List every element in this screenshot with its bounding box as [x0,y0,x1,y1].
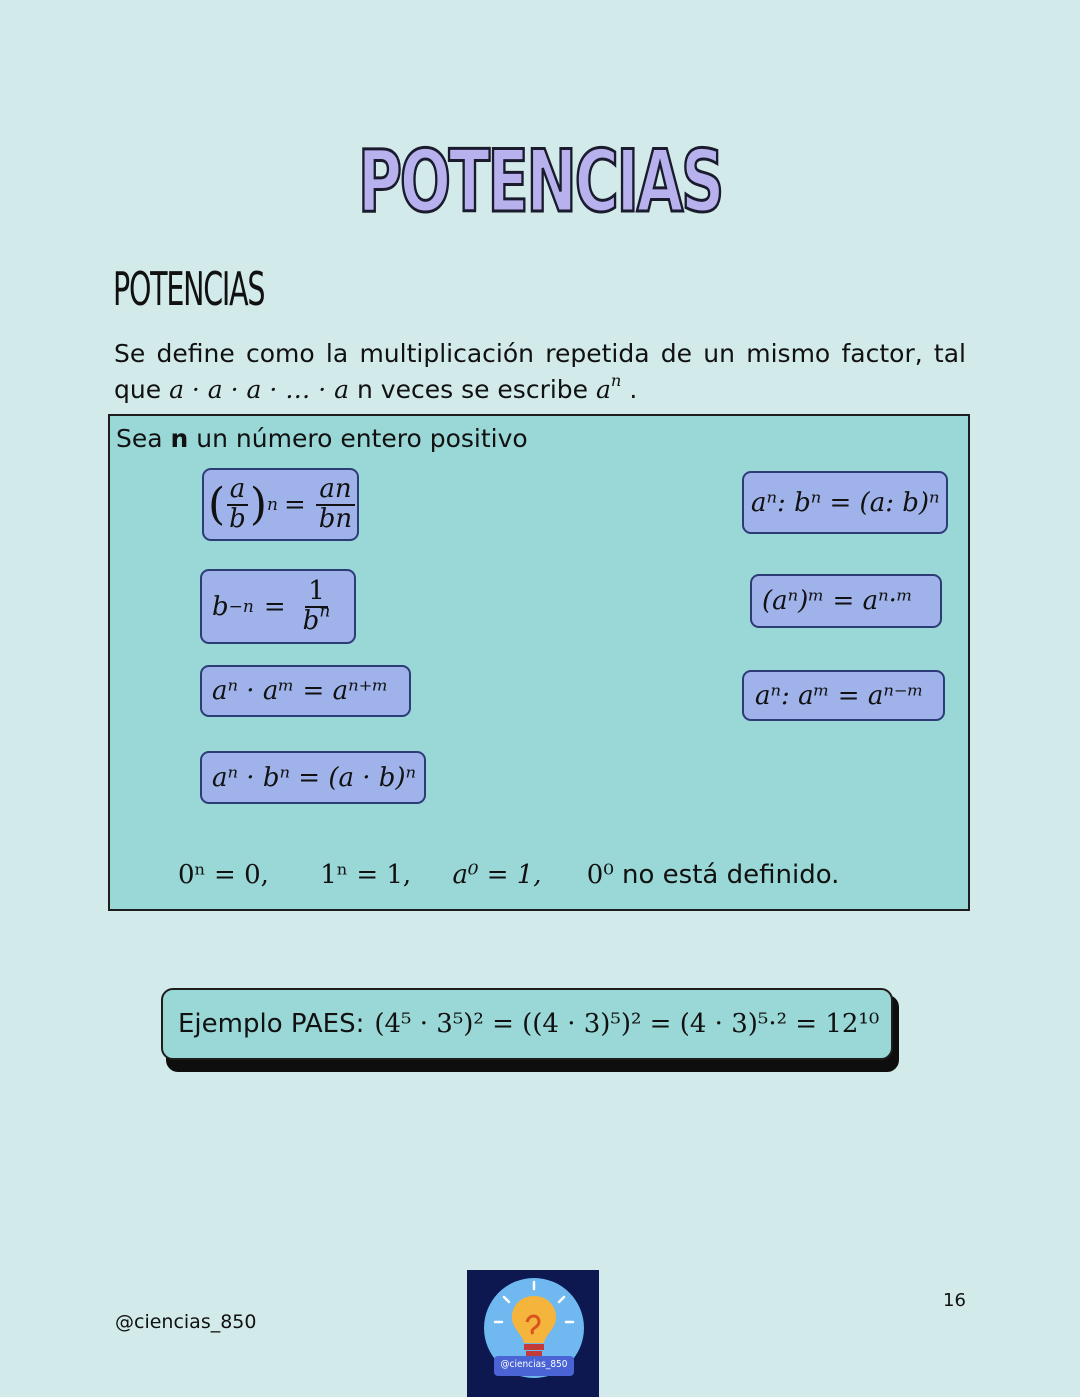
formula-product-power: aⁿ · bⁿ = (a · b)ⁿ [200,751,426,804]
rules-box [108,414,970,911]
rules-heading: Sea n un número entero positivo [116,424,528,453]
lightbulb-icon [467,1270,599,1397]
page-number: 16 [943,1290,966,1311]
intro-text: Se define como la multiplicación repetida de un mismo factor, tal que [114,339,966,404]
footer-handle: @ciencias_850 [115,1311,257,1333]
page-title: POTENCIAS [357,132,723,232]
logo [467,1270,599,1397]
example-label: Ejemplo PAES: [178,1009,365,1039]
example-expression: (4⁵ · 3⁵)² = ((4 · 3)⁵)² = (4 · 3)⁵·² = 12¹⁰ [374,1009,880,1039]
example-box [161,988,893,1060]
logo-text: @ciencias_850 [500,1359,568,1370]
section-title: POTENCIAS [113,262,265,316]
special-cases: 0ⁿ = 0, 1ⁿ = 1, a⁰ = 1, 0⁰ no está definido. [178,860,840,890]
formula-quotient-power: ( $\frac{a}{b}$ ) n = $\frac{an}{bn}$ [202,468,359,541]
formula-product-same-base: aⁿ · aᵐ = aⁿ⁺ᵐ [200,665,411,717]
intro-paragraph: Se define como la multiplicación repetida de un mismo factor, tal que a · a · a · … · a n veces se escribe $a^n$ . [114,339,966,404]
formula-power-of-power: (aⁿ)ᵐ = aⁿ·ᵐ [750,574,942,628]
formula-division-power: aⁿ: bⁿ = (a: b)ⁿ [742,471,948,534]
intro-text-2: n veces se escribe [357,375,589,404]
intro-expression: a · a · a · … · a [169,375,350,404]
intro-power: $a^n$ [596,370,622,404]
formula-negative-exponent: b −n = $\frac{1}{b^n}$ [200,569,356,644]
formula-quotient-same-base: aⁿ: aᵐ = aⁿ⁻ᵐ [742,670,945,721]
